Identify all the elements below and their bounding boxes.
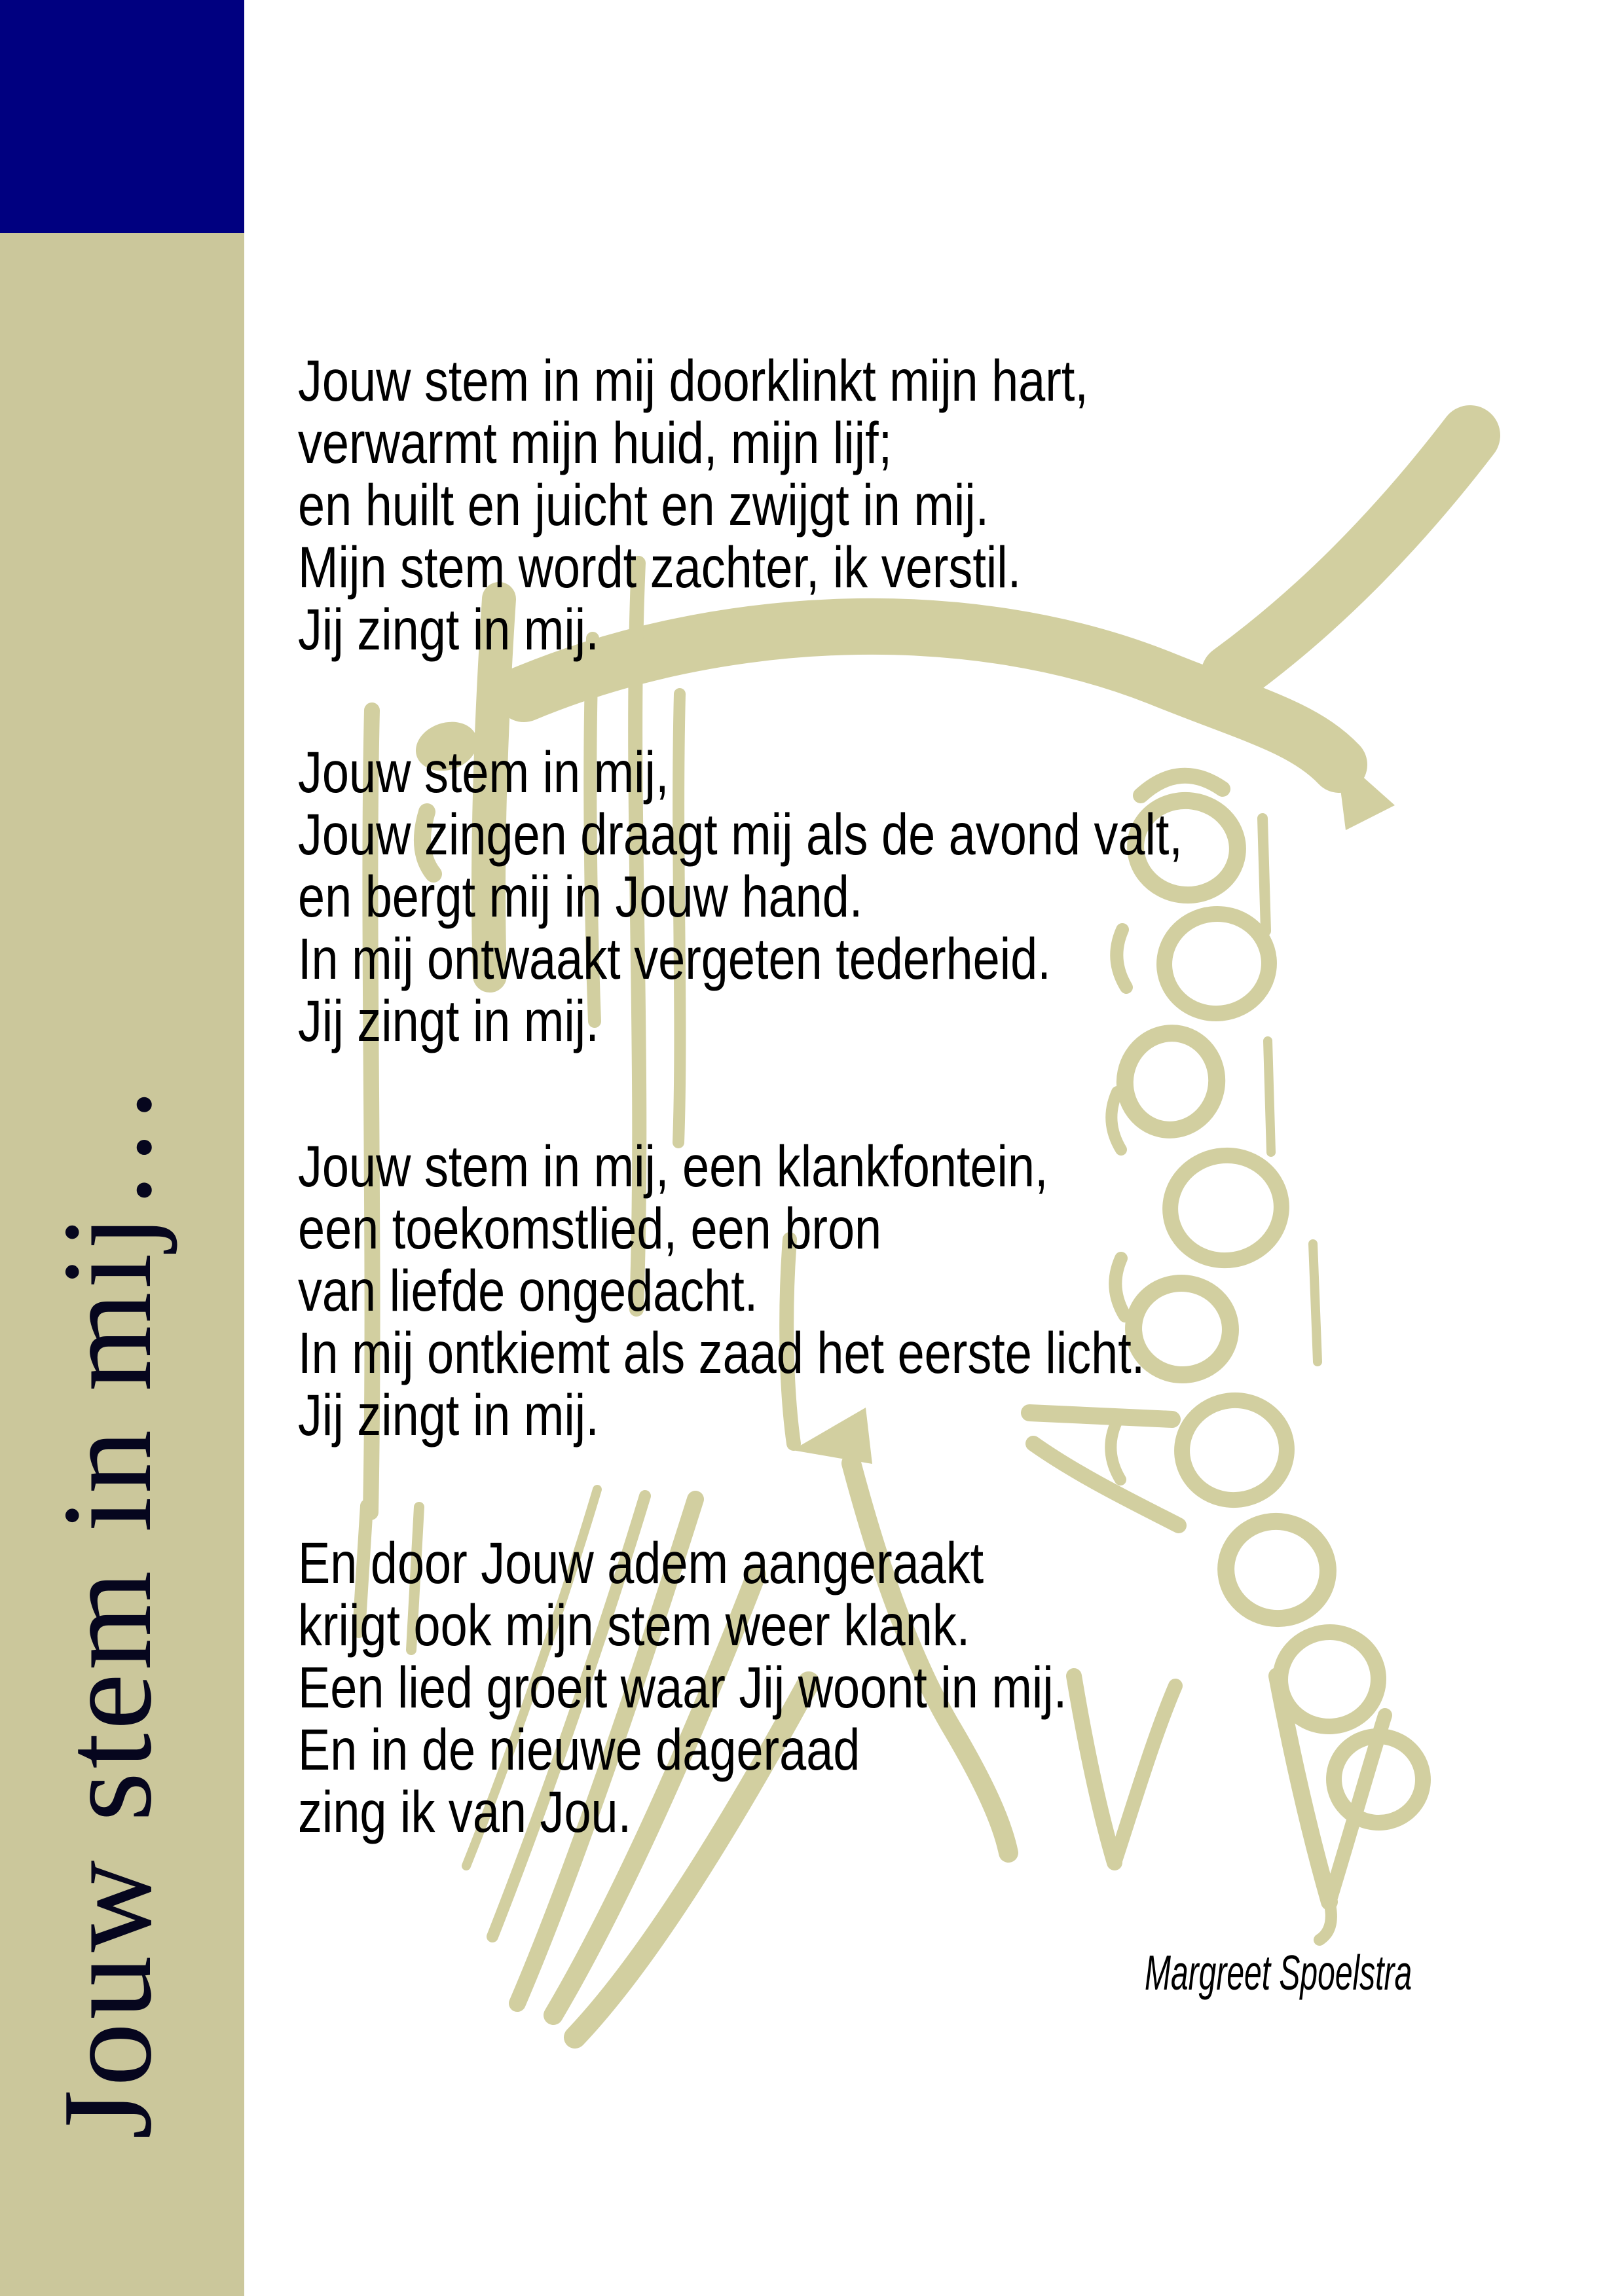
poem-line: Jij zingt in mij.: [298, 988, 599, 1053]
author-attribution: Margreet Spoelstra: [1145, 1945, 1412, 2000]
vertical-page-title: Jouw stem in mij…: [37, 1080, 178, 2140]
poem-line: en bergt mij in Jouw hand.: [298, 864, 863, 929]
poem-line: Jij zingt in mij.: [298, 596, 599, 662]
poem-line: En door Jouw adem aangeraakt: [298, 1530, 984, 1595]
poem-line: En in de nieuwe dageraad: [298, 1717, 860, 1782]
poem-line: Jouw stem in mij, een klankfontein,: [298, 1133, 1048, 1199]
poem-line: Mijn stem wordt zachter, ik verstil.: [298, 534, 1022, 600]
poem-line: zing ik van Jou.: [298, 1779, 632, 1844]
poem-line: Een lied groeit waar Jij woont in mij.: [298, 1654, 1067, 1720]
poem-line: Jouw stem in mij,: [298, 739, 669, 805]
poem-line: van liefde ongedacht.: [298, 1258, 758, 1323]
poem-line: krijgt ook mijn stem weer klank.: [298, 1592, 970, 1658]
poem-stanza-2: [298, 741, 1183, 1052]
poem-line: verwarmt mijn huid, mijn lijf;: [298, 410, 893, 475]
poem-line: In mij ontkiemt als zaad het eerste licht.: [298, 1320, 1145, 1385]
poem-stanza-3: [298, 1135, 1145, 1446]
poem-stanza-4: [298, 1532, 1067, 1843]
poem-line: en huilt en juicht en zwijgt in mij.: [298, 472, 989, 538]
poem-stanza-1: [298, 350, 1088, 661]
poem-line: In mij ontwaakt vergeten tederheid.: [298, 926, 1051, 991]
poem-line: Jouw zingen draagt mij als de avond valt,: [298, 801, 1183, 867]
poem-line: een toekomstlied, een bron: [298, 1195, 882, 1261]
poem-line: Jouw stem in mij doorklinkt mijn hart,: [298, 348, 1088, 413]
poem-line: Jij zingt in mij.: [298, 1382, 599, 1448]
